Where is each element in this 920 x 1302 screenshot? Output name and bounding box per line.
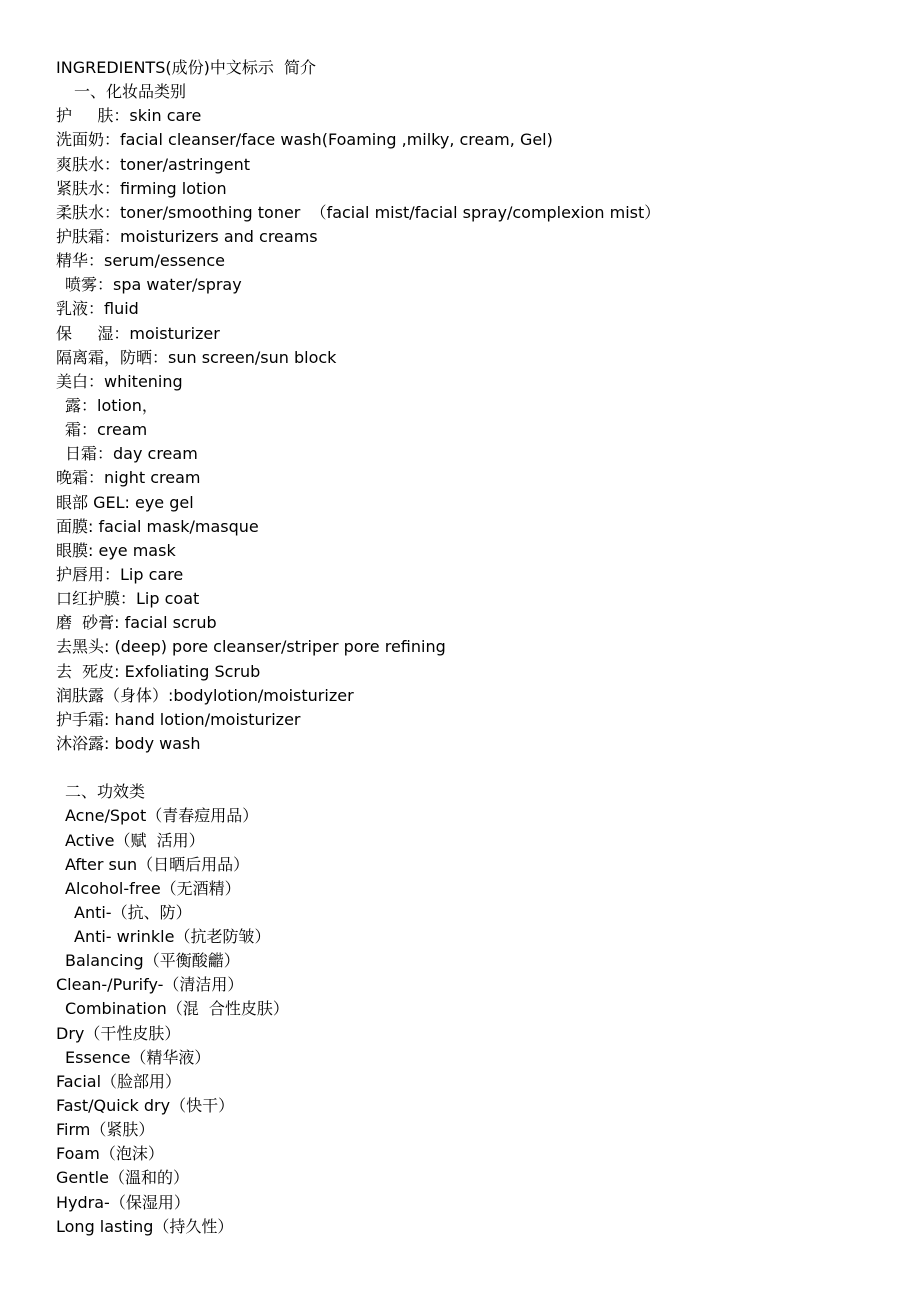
list-item: Clean-/Purify-（清洁用） [56, 975, 244, 995]
document-title: INGREDIENTS(成份)中文标示 简介 [56, 58, 317, 77]
list-item: 隔离霜，防晒：sun screen/sun block [56, 347, 337, 367]
list-item: Acne/Spot（青春痘用品） [65, 806, 259, 826]
list-item: Gentle（溫和的） [56, 1168, 189, 1188]
list-item: 霜：cream [65, 420, 148, 440]
list-item: Hydra-（保湿用） [56, 1192, 190, 1212]
list-item: 口红护膜：Lip coat [56, 589, 200, 609]
list-item: 眼膜: eye mask [56, 540, 176, 560]
list-item: Fast/Quick dry（快干） [56, 1096, 235, 1116]
list-item: 眼部 GEL: eye gel [56, 492, 194, 512]
list-item: 日霜：day cream [65, 444, 198, 464]
list-item: After sun（日晒后用品） [65, 854, 250, 874]
list-item: Dry（干性皮肤） [56, 1023, 181, 1043]
list-item: 紧肤水：firming lotion [56, 178, 227, 198]
paragraph-spacer [56, 756, 876, 780]
list-item: 护手霜: hand lotion/moisturizer [56, 709, 301, 729]
list-item: 沐浴露: body wash [56, 733, 201, 753]
list-item: 美白：whitening [56, 371, 183, 391]
list-item: 晚霜：night cream [56, 468, 201, 488]
list-item: 去 死皮: Exfoliating Scrub [56, 661, 261, 681]
document-body [56, 56, 876, 1239]
list-item: 精华：serum/essence [56, 251, 226, 271]
list-item: 护 肤：skin care [56, 106, 202, 126]
list-item: Alcohol-free（无酒精） [65, 878, 241, 898]
list-item: 喷雾：spa water/spray [65, 275, 242, 295]
section-heading-categories: 一、化妆品类别 [74, 82, 187, 102]
list-item: Combination（混 合性皮肤） [65, 999, 289, 1019]
list-item: 磨 砂膏: facial scrub [56, 613, 217, 633]
list-item: 润肤露（身体）:bodylotion/moisturizer [56, 685, 354, 705]
list-item: 护肤霜：moisturizers and creams [56, 226, 318, 246]
list-item: 去黑头: (deep) pore cleanser/striper pore refining [56, 637, 446, 657]
list-item: 面膜: facial mask/masque [56, 516, 259, 536]
list-item: 露：lotion， [65, 395, 158, 415]
list-item: Foam（泡沫） [56, 1144, 164, 1164]
list-item: 保 湿：moisturizer [56, 323, 220, 343]
list-item: 乳液：fluid [56, 299, 139, 319]
section-heading-effects: 二、功效类 [65, 782, 146, 802]
list-item: Active（赋 活用） [65, 830, 205, 850]
list-item: 洗面奶：facial cleanser/face wash(Foaming ,milky, cream, Gel) [56, 130, 553, 150]
list-item: Facial（脸部用） [56, 1071, 182, 1091]
list-item: Anti- wrinkle（抗老防皱） [74, 927, 271, 947]
list-item: Balancing（平衡酸龤） [65, 951, 240, 971]
list-item: 爽肤水：toner/astringent [56, 154, 251, 174]
list-item: Anti-（抗、防） [74, 902, 192, 922]
list-item: Essence（精华液） [65, 1047, 211, 1067]
list-item: 柔肤水：toner/smoothing toner （facial mist/facial spray/complexion mist） [56, 202, 661, 222]
list-item: 护唇用：Lip care [56, 564, 184, 584]
list-item: Long lasting（持久性） [56, 1216, 234, 1236]
list-item: Firm（紧肤） [56, 1120, 155, 1140]
